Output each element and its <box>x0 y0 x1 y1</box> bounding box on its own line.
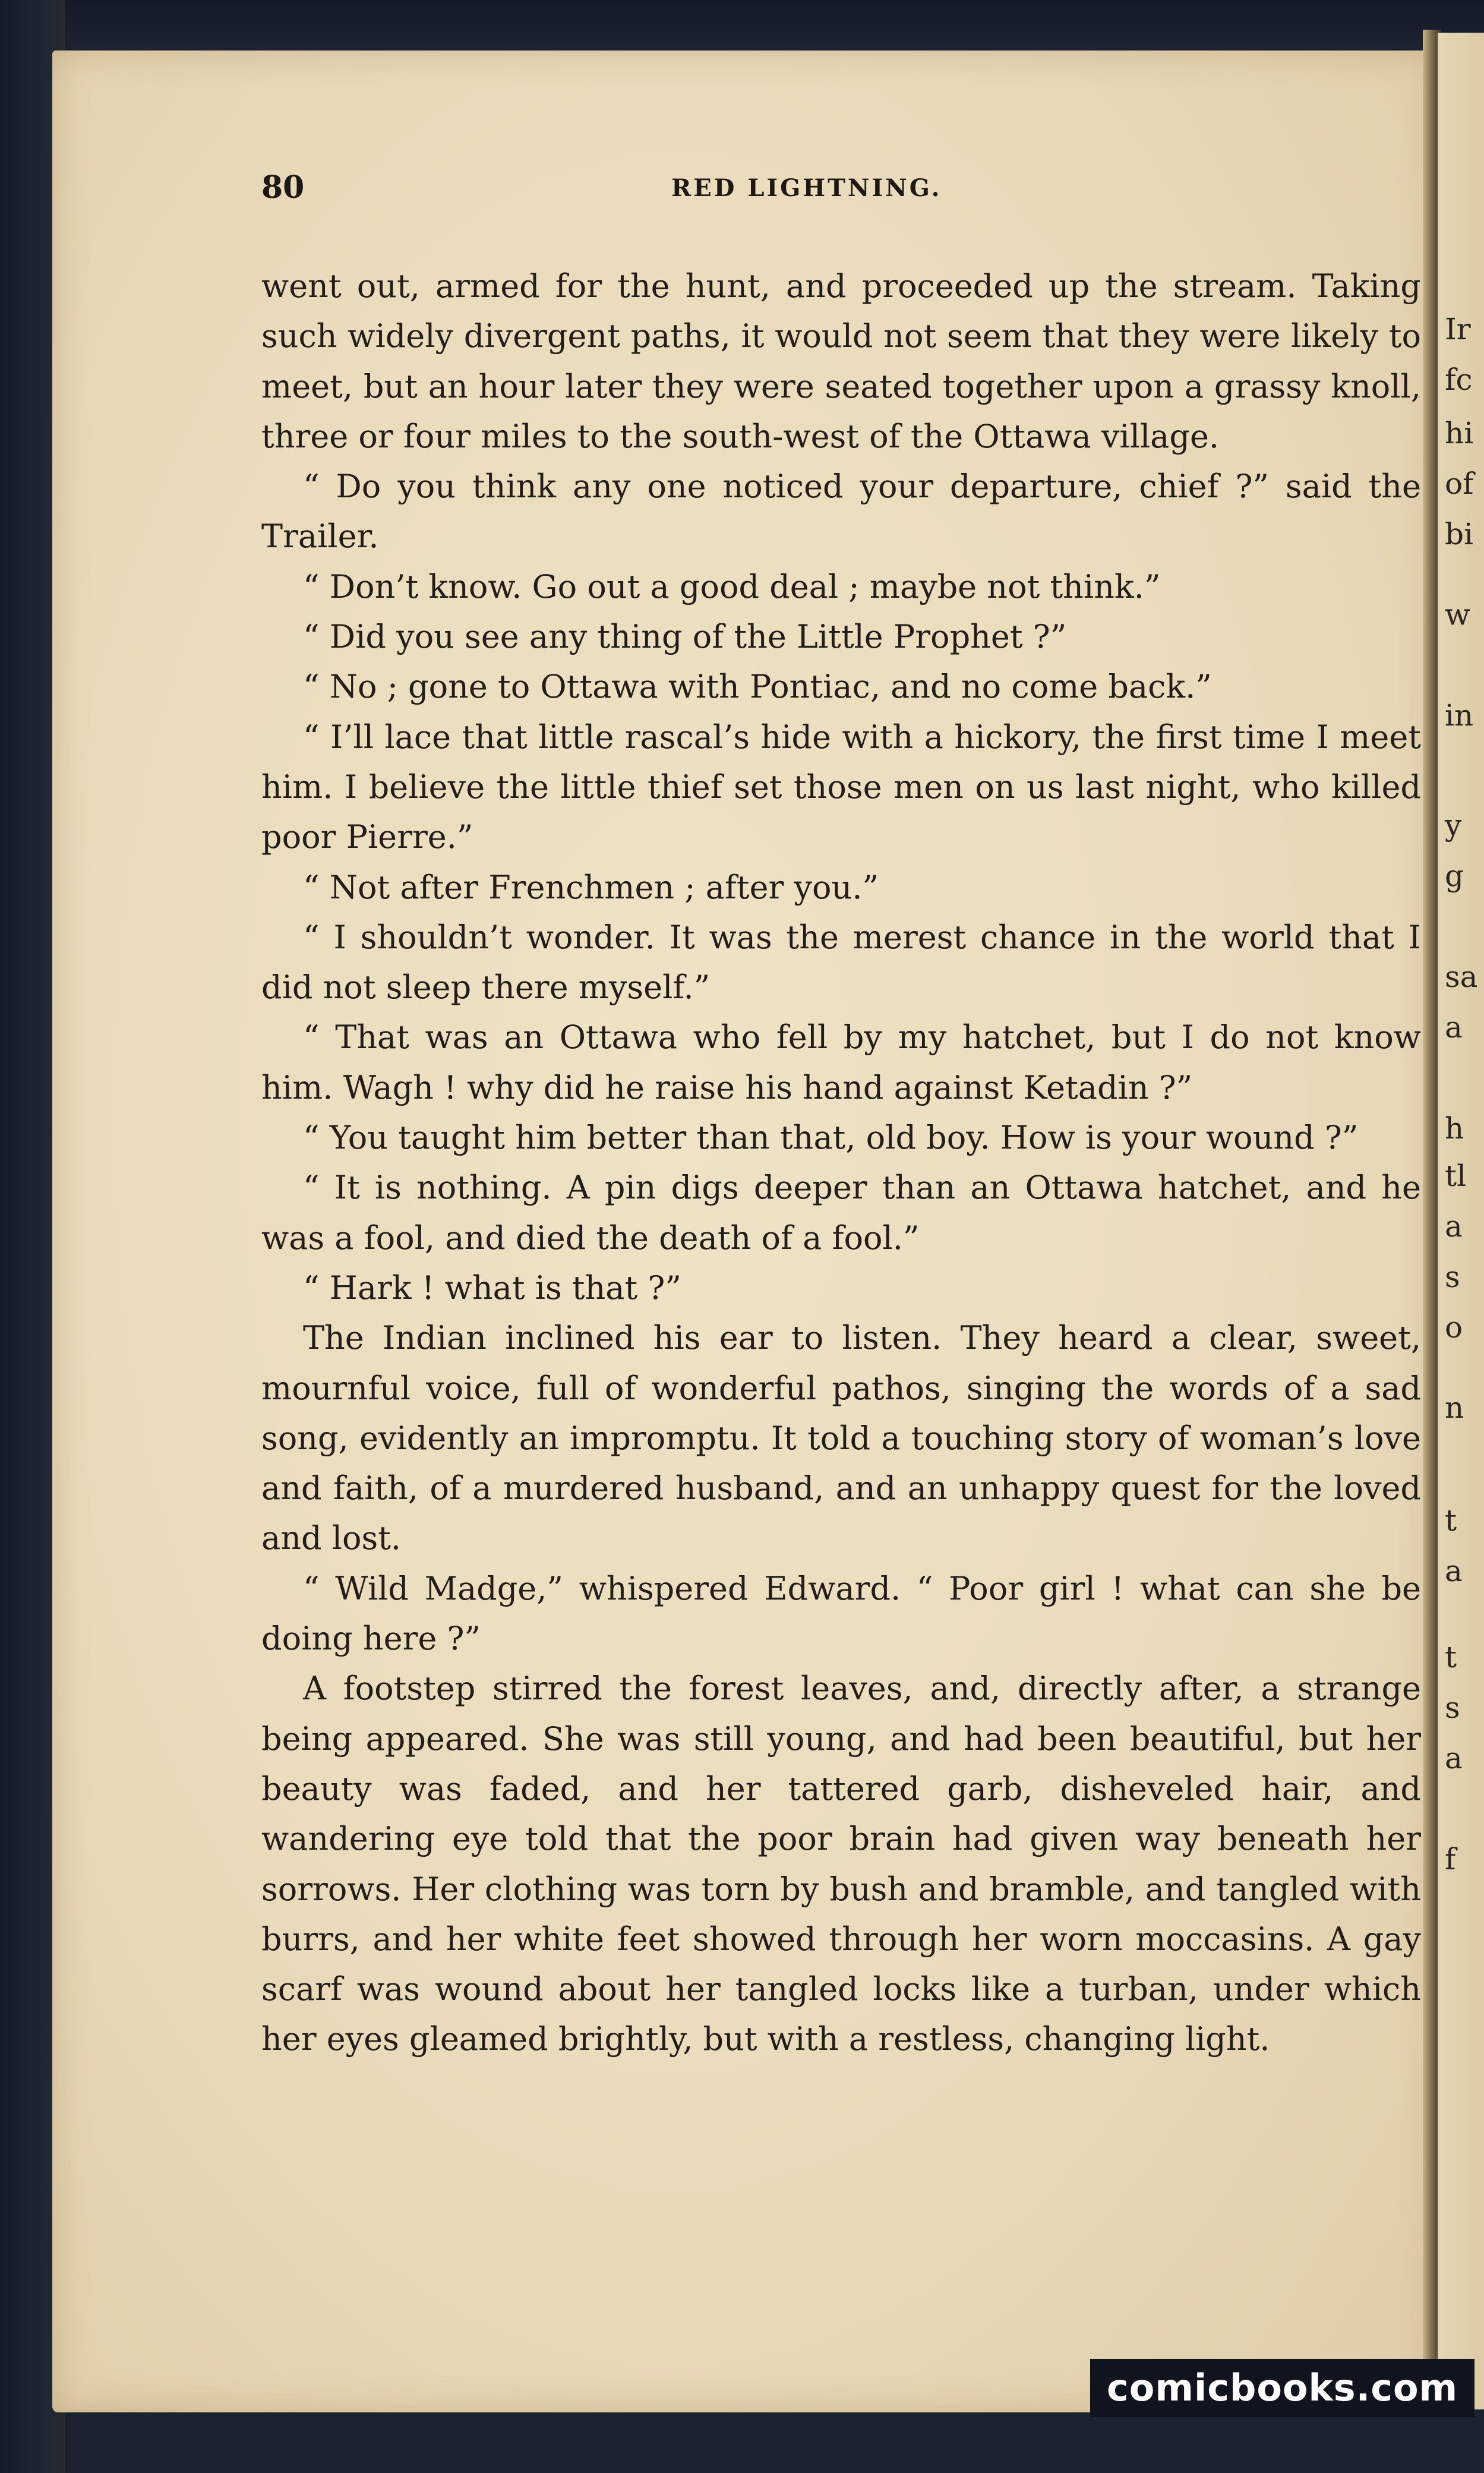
paragraph: “ No ; gone to Ottawa with Pontiac, and no come back.” <box>303 668 1212 706</box>
facing-page-fragment: in <box>1445 698 1474 733</box>
facing-page-fragment: Ir <box>1445 312 1471 346</box>
facing-page-fragment: sa <box>1445 960 1478 994</box>
body-text <box>261 261 1421 2065</box>
site-watermark: comicbooks.com <box>1090 2359 1474 2417</box>
paragraph: “ Do you think any one noticed your departure, chief ?” said the Trailer. <box>261 468 1421 556</box>
facing-page-fragment: s <box>1445 1690 1460 1725</box>
facing-page-fragment: fc <box>1445 362 1473 397</box>
paragraph: “ I’ll lace that little rascal’s hide with a hickory, the first time I meet him. I believe the little thief set those men on us last night, who killed poor Pierre.” <box>261 718 1421 856</box>
paragraph: “ Wild Madge,” whispered Edward. “ Poor girl ! what can she be doing here ?” <box>261 1569 1421 1658</box>
facing-page-fragment: f <box>1445 1842 1456 1876</box>
running-title: RED LIGHTNING. <box>671 174 942 202</box>
paragraph: “ You taught him better than that, old boy. How is your wound ?” <box>303 1119 1359 1157</box>
running-head <box>261 169 1420 211</box>
facing-page-fragment: s <box>1445 1260 1460 1294</box>
facing-page-fragment: of <box>1445 466 1474 501</box>
facing-page-fragment: t <box>1445 1503 1457 1538</box>
facing-page-fragment: w <box>1445 597 1470 632</box>
facing-page-fragment: h <box>1445 1111 1464 1146</box>
scan-background-top <box>0 0 1484 56</box>
paragraph: “ It is nothing. A pin digs deeper than an Ottawa hatchet, and he was a fool, and died the death of a fool.” <box>261 1169 1421 1257</box>
facing-page-fragment: a <box>1445 1554 1463 1588</box>
facing-page-fragment: tl <box>1445 1159 1467 1193</box>
facing-page-fragment: a <box>1445 1741 1463 1775</box>
paragraph: “ Hark ! what is that ?” <box>303 1269 681 1307</box>
facing-page-edge <box>1438 33 1484 2409</box>
paragraph: “ That was an Ottawa who fell by my hatchet, but I do not know him. Wagh ! why did he raise his hand against Ketadin ?” <box>261 1018 1421 1106</box>
facing-page-fragment: hi <box>1445 416 1474 450</box>
paragraph: “ Don’t know. Go out a good deal ; maybe not think.” <box>303 567 1161 605</box>
facing-page-fragment: bi <box>1445 517 1473 551</box>
facing-page-fragment: o <box>1445 1310 1463 1345</box>
page-number: 80 <box>261 169 305 206</box>
paragraph: The Indian inclined his ear to listen. They heard a clear, sweet, mournful voice, full of wonderful pathos, singing the words of a sad song, evidently an impromptu. It told a touching story of woman’s love and faith, of a murdered husband, and an unhappy quest for the loved and lost. <box>261 1319 1421 1557</box>
facing-page-fragment: t <box>1445 1640 1457 1674</box>
facing-page-fragment: g <box>1445 859 1464 893</box>
facing-page-fragment: a <box>1445 1010 1463 1045</box>
facing-page-fragment: y <box>1445 808 1462 843</box>
paragraph: “ I shouldn’t wonder. It was the merest chance in the world that I did not sleep there myself.” <box>261 918 1421 1007</box>
facing-page-fragment: n <box>1445 1390 1464 1425</box>
paragraph: “ Did you see any thing of the Little Prophet ?” <box>303 618 1067 656</box>
paragraph: went out, armed for the hunt, and proceeded up the stream. Taking such widely divergent paths, it would not seem that they were likely to meet, but an hour later they were seated together upon a grassy knoll, three or four miles to the south-west of the Ottawa village. <box>261 267 1421 455</box>
paragraph: A footstep stirred the forest leaves, and, directly after, a strange being appeared. She was still young, and had been beautiful, but her beauty was faded, and her tattered garb, disheveled hair, and wandering eye told that the poor brain had given way beneath her sorrows. Her clothing was torn by bush and bramble, and tangled with burrs, and her white feet showed through her worn moccasins. A gay scarf was wound about her tangled locks like a turban, under which her eyes gleamed brightly, but with a restless, changing light. <box>261 1670 1421 2058</box>
paragraph: “ Not after Frenchmen ; after you.” <box>303 868 879 906</box>
facing-page-fragment: a <box>1445 1209 1463 1244</box>
